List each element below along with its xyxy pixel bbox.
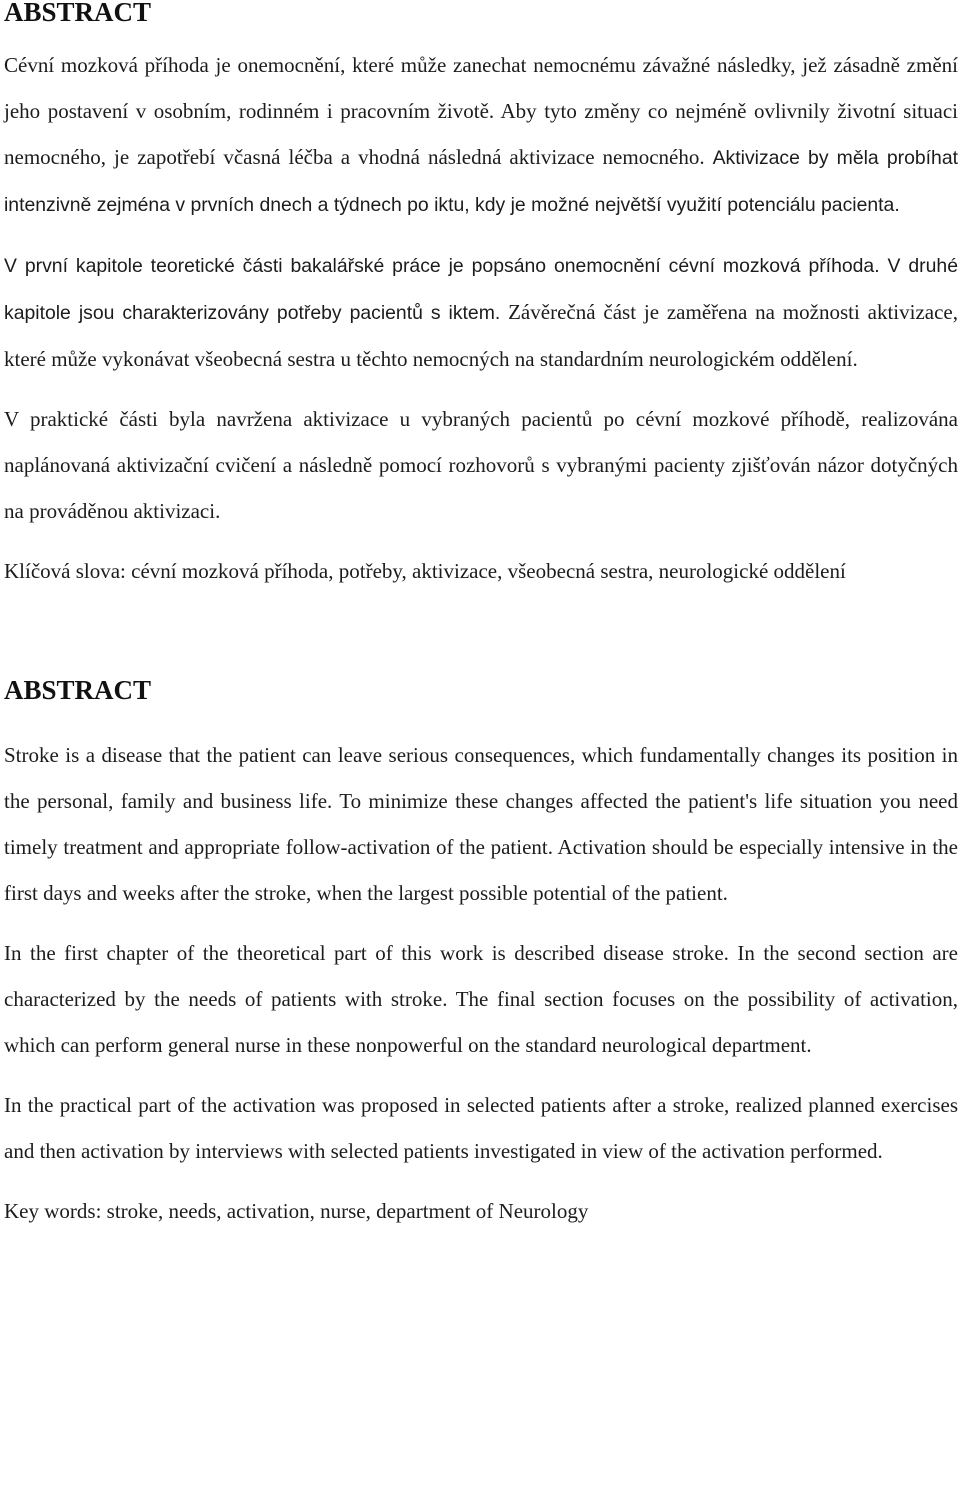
czech-paragraph-1-part-a: Cévní mozková příhoda je onemocnění, které může zanechat nemocnému závažné následky, jež zásadně změní jeho postavení v osobním, rodinném i pracovním životě. Aby tyto změny co nejméně ovlivnily životní situaci nemocného, je zapotřebí včasná léčba a vhodná následná aktivizace nemocného. xyxy=(4,53,958,169)
czech-paragraph-2-part-b: Závěrečná část je zaměřena na možnosti aktivizace, které může vykonávat všeobecná sestra u těchto nemocných na standardním neurologickém oddělení. xyxy=(4,300,958,371)
english-paragraph-3: In the practical part of the activation was proposed in selected patients after a stroke, realized planned exercises and then activation by interviews with selected patients investigated in view of the activation performed. xyxy=(4,1093,958,1163)
czech-abstract-heading: ABSTRACT xyxy=(4,0,152,27)
english-paragraph-2: In the first chapter of the theoretical part of this work is described disease stroke. In the second section are characterized by the needs of patients with stroke. The final section focuses on the possibility of activation, which can perform general nurse in these nonpowerful on the standard neurological department. xyxy=(4,941,958,1057)
czech-keywords: Klíčová slova: cévní mozková příhoda, potřeby, aktivizace, všeobecná sestra, neurologické oddělení xyxy=(4,559,846,583)
czech-paragraph-1-part-b: Aktivizace by měla probíhat intenzivně zejména v prvních dnech a týdnech po iktu, kdy je možné největší využití potenciálu pacienta. xyxy=(4,147,959,216)
czech-paragraph-2-part-a: V první kapitole teoretické části bakalářské práce je popsáno onemocnění cévní mozková příhoda. V druhé kapitole jsou charakterizovány potřeby pacientů s iktem. xyxy=(4,255,958,324)
english-keywords: Key words: stroke, needs, activation, nurse, department of Neurology xyxy=(4,1199,589,1223)
czech-paragraph-2 xyxy=(4,242,958,382)
czech-paragraph-1 xyxy=(4,42,958,228)
document-page xyxy=(4,0,958,1234)
english-abstract-heading: ABSTRACT xyxy=(4,675,152,705)
czech-paragraph-3: V praktické části byla navržena aktivizace u vybraných pacientů po cévní mozkové příhodě, realizována naplánovaná aktivizační cvičení a následně pomocí rozhovorů s vybranými pacienty zjišťován názor dotyčných na prováděnou aktivizaci. xyxy=(4,407,958,523)
english-paragraph-1: Stroke is a disease that the patient can leave serious consequences, which fundamentally changes its position in the personal, family and business life. To minimize these changes affected the patient's life situation you need timely treatment and appropriate follow-activation of the patient. Activation should be especially intensive in the first days and weeks after the stroke, when the largest possible potential of the patient. xyxy=(4,743,958,905)
